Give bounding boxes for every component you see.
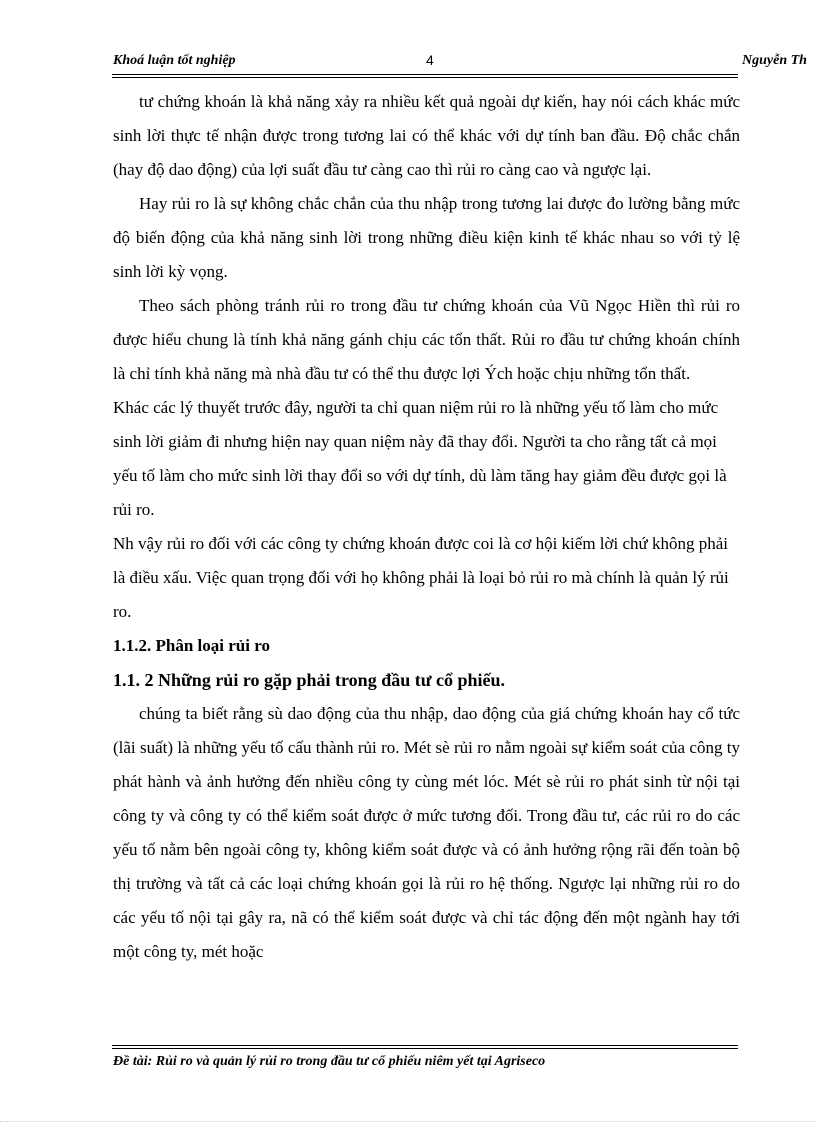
paragraph-systematic-risk: chúng ta biết rằng sù dao động của thu nhập, dao động của giá chứng khoán hay cổ tức (lãi suất) là những yếu tố cấu thành rủi ro. Mét sè rủi ro nằm ngoài sự kiểm soát của công ty phát hành và ảnh hưởng đến nhiều công ty cùng mét lóc. Mét sè rủi ro phát sinh từ nội tại công ty và công ty có thể kiểm soát được ở mức tương đối. Trong đầu tư, các rủi ro do các yếu tố nằm bên ngoài công ty, không kiểm soát được và có ảnh hưởng rộng rãi đến toàn bộ thị trường và tất cả các loại chứng khoán gọi là rủi ro hệ thống. Ngược lại những rủi ro do các yếu tố nội tại gây ra, nã có thể kiểm soát được và chỉ tác động đến một ngành hay tới một công ty, mét hoặc xyxy=(113,704,740,961)
paragraph-risk-uncertainty: Hay rủi ro là sự không chắc chắn của thu nhập trong tương lai được đo lường bằng mức độ biến động của khả năng sinh lời trong những điều kiện kinh tế khác nhau so với tỷ lệ sinh lời kỳ vọng. xyxy=(113,194,740,281)
paragraph-risk-theories: Khác các lý thuyết trước đây, người ta chỉ quan niệm rủi ro là những yếu tố làm cho mức sinh lời giảm đi nhưng hiện nay quan niệm này đã thay đổi. Người ta cho rằng tất cả mọi yếu tố làm cho mức sinh lời thay đổi so với dự tính, dù làm tăng hay giảm đều được gọi là rủi ro. xyxy=(113,398,727,519)
document-body xyxy=(113,85,740,969)
page-header xyxy=(0,50,816,74)
page-number: 4 xyxy=(426,52,434,68)
paragraph-risk-book-reference: Theo sách phòng tránh rủi ro trong đầu tư chứng khoán của Vũ Ngọc Hiền thì rủi ro được hiểu chung là tính khả năng gánh chịu các tổn thất. Rủi ro đầu tư chứng khoán chính là chỉ tính khả năng mà nhà đầu tư có thể thu được lợi Ých hoặc chịu những tổn thất. xyxy=(113,296,740,383)
header-divider xyxy=(112,74,738,78)
paragraph-risk-definition: tư chứng khoán là khả năng xảy ra nhiều kết quả ngoài dự kiến, hay nói cách khác mức sinh lời thực tế nhận được trong tương lai có thể khác với dự tính ban đầu. Độ chắc chắn (hay độ dao động) của lợi suất đầu tư càng cao thì rủi ro càng cao và ngược lại. xyxy=(113,92,740,179)
header-thesis-label: Khoá luận tốt nghiệp xyxy=(113,53,236,68)
paragraph-risk-opportunity: Nh vậy rủi ro đối với các công ty chứng khoán được coi là cơ hội kiếm lời chứ không phải là điều xấu. Việc quan trọng đối với họ không phải là loại bỏ rủi ro mà chính là quản lý rủi ro. xyxy=(113,534,729,621)
footer-divider xyxy=(112,1045,738,1049)
header-author-name: Nguyễn Th xyxy=(742,53,807,68)
section-heading-risk-classification: 1.1.2. Phân loại rủi ro xyxy=(113,636,270,655)
page-edge-dotted-line xyxy=(0,1121,816,1122)
section-heading-stock-investment-risks: 1.1. 2 Những rủi ro gặp phải trong đầu tư cổ phiếu. xyxy=(113,670,506,690)
page-footer: Đề tài: Rủi ro và quản lý rủi ro trong đầu tư cổ phiếu niêm yết tại Agriseco xyxy=(113,1054,546,1069)
